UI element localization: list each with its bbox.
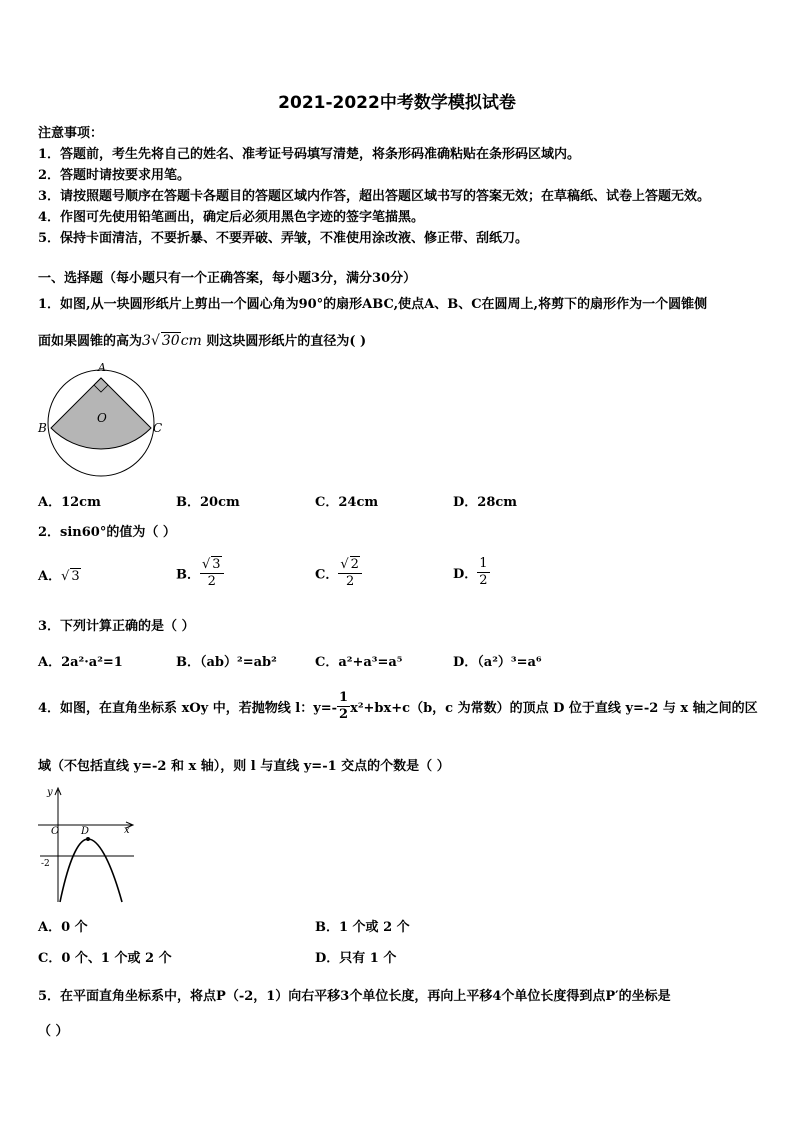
q3-stem: 3．下列计算正确的是（ ） — [38, 619, 195, 634]
q4-parabola-figure — [36, 784, 140, 904]
section-heading: 一、选择题（每小题只有一个正确答案，每小题3分，满分30分） — [38, 271, 417, 286]
notice-heading: 注意事项： — [38, 126, 104, 141]
page-title: 2021-2022中考数学模拟试卷 — [278, 93, 516, 113]
fig-label-x: x — [124, 825, 130, 836]
fig-label-minus2: -2 — [41, 859, 50, 869]
fig-label-O: O — [51, 826, 60, 837]
q1-stem-line2: 面如果圆锥的高为3√ 30cm 则这块圆形纸片的直径为( ) — [38, 333, 367, 349]
notice-item: 3．请按照题号顺序在答题卡各题目的答题区域内作答，超出答题区域书写的答案无效；在草稿纸、试卷上答题无效。 — [38, 189, 711, 204]
q3-option-c: C．a²+a³=a⁵ — [315, 655, 403, 670]
q1-option-d: D．28cm — [453, 495, 518, 510]
fig-label-y: y — [47, 787, 53, 798]
fig-label-D: D — [81, 826, 90, 837]
q5-stem-line2: （ ） — [38, 1024, 69, 1039]
q4-option-d: D．只有 1 个 — [315, 951, 397, 966]
notice-item: 1．答题前，考生先将自己的姓名、准考证号码填写清楚，将条形码准确粘贴在条形码区域内。 — [38, 147, 581, 162]
q3-option-a: A．2a²·a²=1 — [38, 655, 123, 670]
q4-option-a: A．0 个 — [38, 920, 88, 935]
q3-option-b: B．（ab）²=ab² — [176, 655, 277, 670]
q1-circle-figure — [36, 358, 166, 480]
notice-item: 2．答题时请按要求用笔。 — [38, 168, 191, 183]
notice-item: 5．保持卡面清洁，不要折暴、不要弄破、弄皱，不准使用涂改液、修正带、刮纸刀。 — [38, 231, 529, 246]
q1-option-b: B．20cm — [176, 495, 240, 510]
fig-label-A: A — [98, 361, 106, 374]
q1-option-a: A．12cm — [38, 495, 101, 510]
q2-option-d: D． $\frac{1}{2}$ — [453, 556, 488, 588]
fig-label-C: C — [153, 421, 163, 435]
q2-stem: 2．sin60°的值为（ ） — [38, 525, 176, 540]
q4-stem-line1: 4．如图，在直角坐标系 xOy 中，若抛物线 l：y=- $\frac{1}{2}$ x²+bx+c（b，c 为常数）的顶点 D 位于直线 y=-2 与 x 轴之间的区 — [38, 690, 758, 722]
q4-option-c: C．0 个、1 个或 2 个 — [38, 951, 172, 966]
q1-stem-line1: 1．如图,从一块圆形纸片上剪出一个圆心角为90°的扇形ABC,使点A、B、C在圆周上,将剪下的扇形作为一个圆锥侧 — [38, 297, 708, 312]
notice-item: 4．作图可先使用铅笔画出，确定后必须用黑色字迹的签字笔描黑。 — [38, 210, 425, 225]
q4-stem-line2: 域（不包括直线 y=-2 和 x 轴），则 l 与直线 y=-1 交点的个数是（ ） — [38, 759, 450, 774]
q5-stem-line1: 5．在平面直角坐标系中，将点P（-2，1）向右平移3个单位长度，再向上平移4个单位长度得到点P′的坐标是 — [38, 989, 671, 1004]
fig-label-B: B — [38, 421, 47, 435]
q3-option-d: D．（a²）³=a⁶ — [453, 655, 542, 670]
q2-option-c: C． $\frac{√ 2}{2}$ — [315, 556, 362, 590]
q2-option-b: B． $\frac{√ 3}{2}$ — [176, 556, 224, 590]
q2-option-a: A．√ 3 — [38, 569, 80, 584]
q4-option-b: B．1 个或 2 个 — [315, 920, 410, 935]
q1-option-c: C．24cm — [315, 495, 379, 510]
fig-label-O: O — [97, 411, 107, 425]
